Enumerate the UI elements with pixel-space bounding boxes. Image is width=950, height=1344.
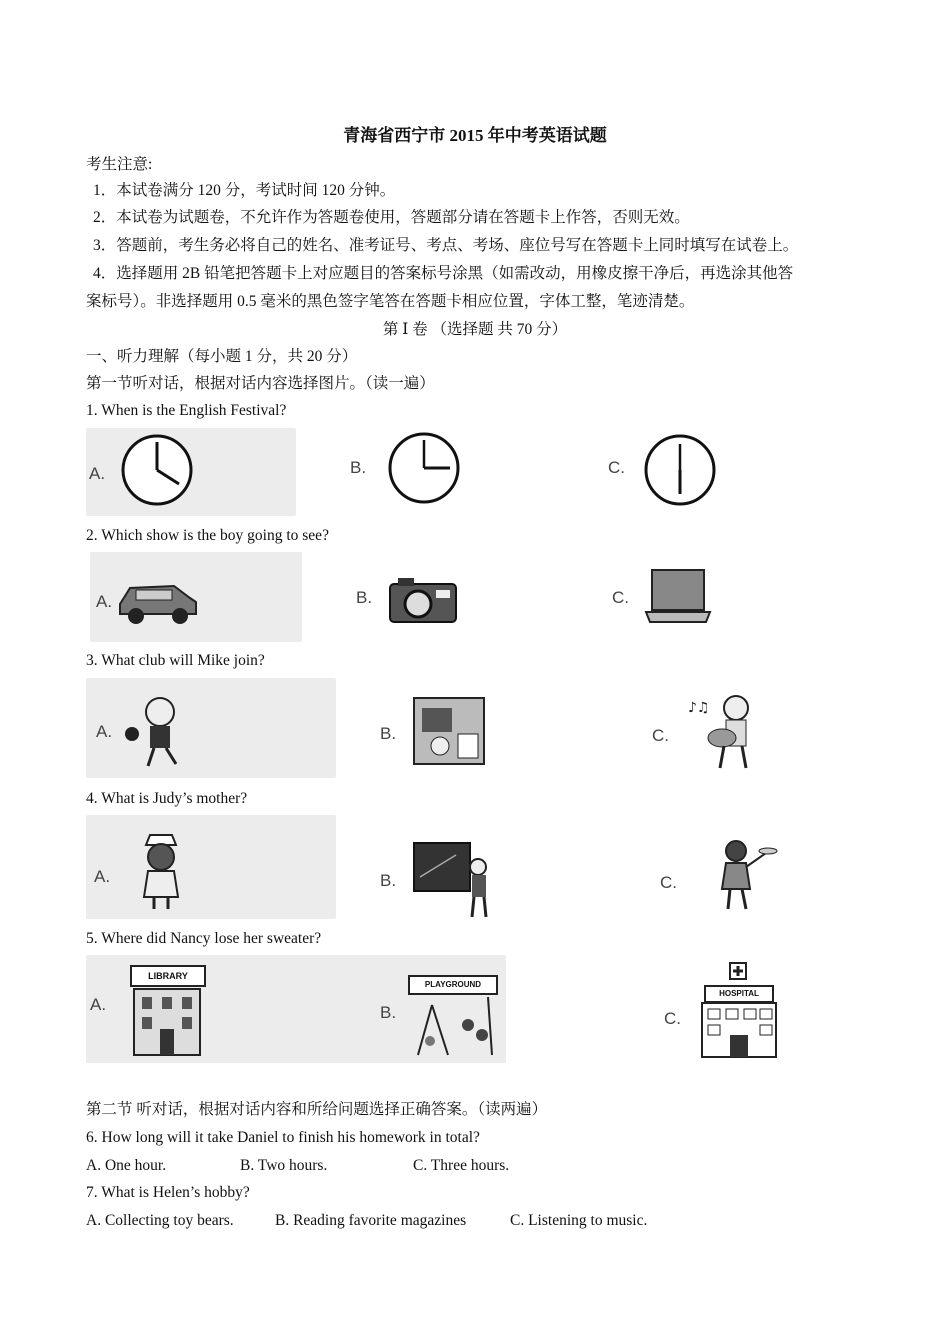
question-6: 6. How long will it take Daniel to finish his homework in total? — [86, 1129, 480, 1146]
option-b-letter: B. — [380, 724, 397, 743]
option-a-letter: A. — [90, 995, 107, 1014]
q7-option-a: A. Collecting toy bears. — [86, 1212, 234, 1229]
library-building-icon — [130, 965, 204, 1059]
option-c-letter: C. — [664, 1009, 681, 1028]
clock-four-oclock-icon — [119, 432, 199, 512]
clock-three-oclock-icon — [386, 430, 466, 510]
svg-text:♪♫: ♪♫ — [688, 700, 710, 716]
option-c-letter: C. — [612, 588, 629, 607]
page-title: 青海省西宁市 2015 年中考英语试题 — [343, 126, 607, 145]
waitress-icon — [700, 837, 780, 917]
option-a-letter: A. — [94, 867, 111, 886]
option-b-letter: B. — [380, 871, 397, 890]
option-b-letter: B. — [380, 1003, 397, 1022]
boy-playing-guitar-icon — [684, 688, 770, 774]
nurse-icon — [126, 831, 196, 911]
q6-option-b: B. Two hours. — [240, 1157, 328, 1174]
option-a-letter: A. — [96, 722, 113, 741]
sub1-heading: 第一节听对话，根据对话内容选择图片。（读一遍） — [86, 375, 435, 392]
q3-picture-row — [86, 678, 866, 780]
laptop-icon — [644, 568, 714, 628]
q6-option-a: A. One hour. — [86, 1157, 167, 1174]
option-c-letter: C. — [652, 726, 669, 745]
option-c-letter: C. — [660, 873, 677, 892]
option-b-letter: B. — [356, 588, 373, 607]
question-5: 5. Where did Nancy lose her sweater? — [86, 930, 322, 947]
hospital-sign: HOSPITAL — [704, 985, 774, 1003]
car-icon — [116, 574, 200, 626]
q4-picture-row — [86, 815, 866, 919]
option-c-letter: C. — [608, 458, 625, 477]
part1-heading: 第 Ⅰ 卷 （选择题 共 70 分） — [382, 321, 568, 338]
clock-six-oclock-icon — [642, 432, 722, 512]
camera-icon — [386, 576, 462, 626]
notice-item-2: 2．本试卷为试题卷，不允许作为答题卷使用，答题部分请在答题卡上作答，否则无效。 — [93, 209, 690, 226]
question-1: 1. When is the English Festival? — [86, 402, 287, 419]
boy-playing-soccer-icon — [120, 692, 200, 772]
sub2-heading: 第二节 听对话，根据对话内容和所给问题选择正确答案。（读两遍） — [86, 1101, 548, 1118]
notice-item-4-cont: 案标号）。非选择题用 0.5 毫米的黑色签字笔答在答题卡相应位置，字体工整，笔迹清楚。 — [86, 293, 695, 310]
q7-option-c: C. Listening to music. — [510, 1212, 648, 1229]
question-7: 7. What is Helen’s hobby? — [86, 1184, 250, 1201]
question-2: 2. Which show is the boy going to see? — [86, 527, 329, 544]
option-b-letter: B. — [350, 458, 367, 477]
teacher-at-blackboard-icon — [412, 837, 496, 921]
option-a-letter: A. — [89, 464, 106, 483]
section1-heading: 一、听力理解（每小题 1 分，共 20 分） — [86, 348, 358, 365]
playground-icon — [408, 975, 500, 1059]
hospital-building-icon — [700, 961, 780, 1061]
scan-background — [86, 815, 336, 919]
playground-sign: PLAYGROUND — [408, 975, 498, 995]
painting-club-icon — [410, 694, 490, 768]
question-3: 3. What club will Mike join? — [86, 652, 265, 669]
library-sign: LIBRARY — [130, 965, 206, 987]
q2-picture-row — [86, 552, 866, 644]
option-a-letter: A. — [96, 592, 113, 611]
question-4: 4. What is Judy’s mother? — [86, 790, 248, 807]
notice-item-1: 1．本试卷满分 120 分，考试时间 120 分钟。 — [93, 182, 396, 199]
q7-option-b: B. Reading favorite magazines — [275, 1212, 467, 1229]
notice-item-3: 3．答题前，考生务必将自己的姓名、准考证号、考点、考场、座位号写在答题卡上同时填写在试卷上。 — [93, 237, 799, 254]
q1-picture-row — [86, 426, 866, 518]
q6-option-c: C. Three hours. — [413, 1157, 510, 1174]
q5-picture-row — [86, 955, 866, 1065]
notice-heading: 考生注意: — [86, 156, 153, 173]
notice-item-4: 4．选择题用 2B 铅笔把答题卡上对应题目的答案标号涂黑（如需改动，用橡皮擦干净后，再选涂其他答 — [93, 265, 794, 282]
